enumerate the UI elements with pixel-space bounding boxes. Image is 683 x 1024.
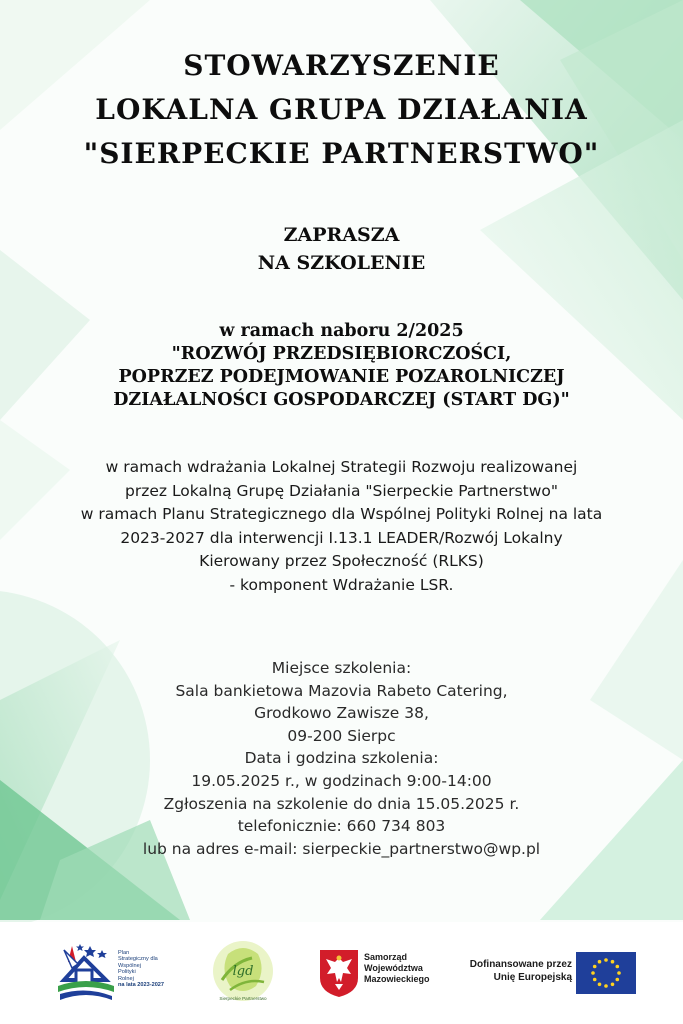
strategy-line: w ramach wdrażania Lokalnej Strategii Rozwoju realizowanej <box>105 458 578 476</box>
venue-name: Sala bankietowa Mazovia Rabeto Catering, <box>175 681 508 700</box>
strategy-line: Kierowany przez Społeczność (RLKS) <box>199 552 484 570</box>
program-line: w ramach naboru 2/2025 <box>219 321 464 341</box>
location-label: Miejsce szkolenia: <box>271 659 412 677</box>
ps-wpr-line: Wspólnej <box>118 962 142 969</box>
title-line: "SIERPECKIE PARTNERSTWO" <box>83 137 600 170</box>
strategy-line: - komponent Wdrażanie LSR. <box>229 575 454 594</box>
invitation-line: NA SZKOLENIE <box>257 252 426 274</box>
ps-wpr-logo-icon <box>54 940 118 1002</box>
date-time: 19.05.2025 r., w godzinach 9:00-14:00 <box>191 771 492 790</box>
samorzad-line: Samorząd <box>364 952 408 962</box>
title-line: STOWARZYSZENIE <box>183 49 500 82</box>
venue-address: Grodkowo Zawisze 38, <box>254 704 429 723</box>
program-section <box>0 320 683 412</box>
email-contact: lub na adres e-mail: sierpeckie_partnerstwo@wp.pl <box>142 839 541 858</box>
title-line: LOKALNA GRUPA DZIAŁANIA <box>95 93 588 126</box>
samorzad-logo <box>318 948 438 998</box>
invitation-line: ZAPRASZA <box>283 224 400 246</box>
ps-wpr-line: na lata 2023-2027 <box>118 982 165 989</box>
lgd-caption: Sierpeckie Partnerstwo <box>219 996 267 1001</box>
samorzad-line: Mazowieckiego <box>364 974 430 984</box>
mazovia-eagle-icon <box>318 948 360 998</box>
samorzad-text <box>364 952 444 985</box>
program-line: POPRZEZ PODEJMOWANIE POZAROLNICZEJ <box>118 367 565 387</box>
eu-funding-logo <box>450 952 640 996</box>
lgd-mark: lgd <box>232 964 254 979</box>
eu-line: Dofinansowane przez <box>469 959 572 970</box>
ps-wpr-text <box>118 950 198 988</box>
ps-wpr-line: Plan <box>118 950 130 956</box>
eu-flag-icon <box>576 952 636 994</box>
eu-text <box>450 958 572 984</box>
strategy-line: 2023-2027 dla interwencji I.13.1 LEADER/Rozwój Lokalny <box>120 528 563 547</box>
date-label: Data i godzina szkolenia: <box>244 749 439 768</box>
phone-contact: telefonicznie: 660 734 803 <box>237 817 446 836</box>
lgd-logo-icon <box>208 938 278 1004</box>
ps-wpr-line: Strategiczny dla <box>118 956 158 963</box>
samorzad-line: Województwa <box>364 963 423 973</box>
strategy-line: w ramach Planu Strategicznego dla Wspólnej Polityki Rolnej na lata <box>80 505 603 523</box>
strategy-section <box>0 456 683 597</box>
program-line: DZIAŁALNOŚCI GOSPODARCZEJ (START DG)" <box>113 390 570 410</box>
ps-wpr-logo <box>54 940 194 1002</box>
lgd-logo <box>208 938 278 1004</box>
ps-wpr-line: Rolnej <box>118 975 134 982</box>
venue-postcode: 09-200 Sierpc <box>287 726 396 745</box>
training-details <box>0 657 683 860</box>
strategy-line: przez Lokalną Grupę Działania "Sierpeckie Partnerstwo" <box>125 481 558 500</box>
invitation-heading <box>0 221 683 277</box>
registration-deadline: Zgłoszenia na szkolenie do dnia 15.05.2025 r. <box>163 794 520 813</box>
footer-logos <box>0 922 683 1024</box>
organization-title <box>0 44 683 176</box>
ps-wpr-line: Polityki <box>118 969 136 976</box>
eu-line: Unię Europejską <box>493 972 572 983</box>
program-line: "ROZWÓJ PRZEDSIĘBIORCZOŚCI, <box>171 344 512 364</box>
